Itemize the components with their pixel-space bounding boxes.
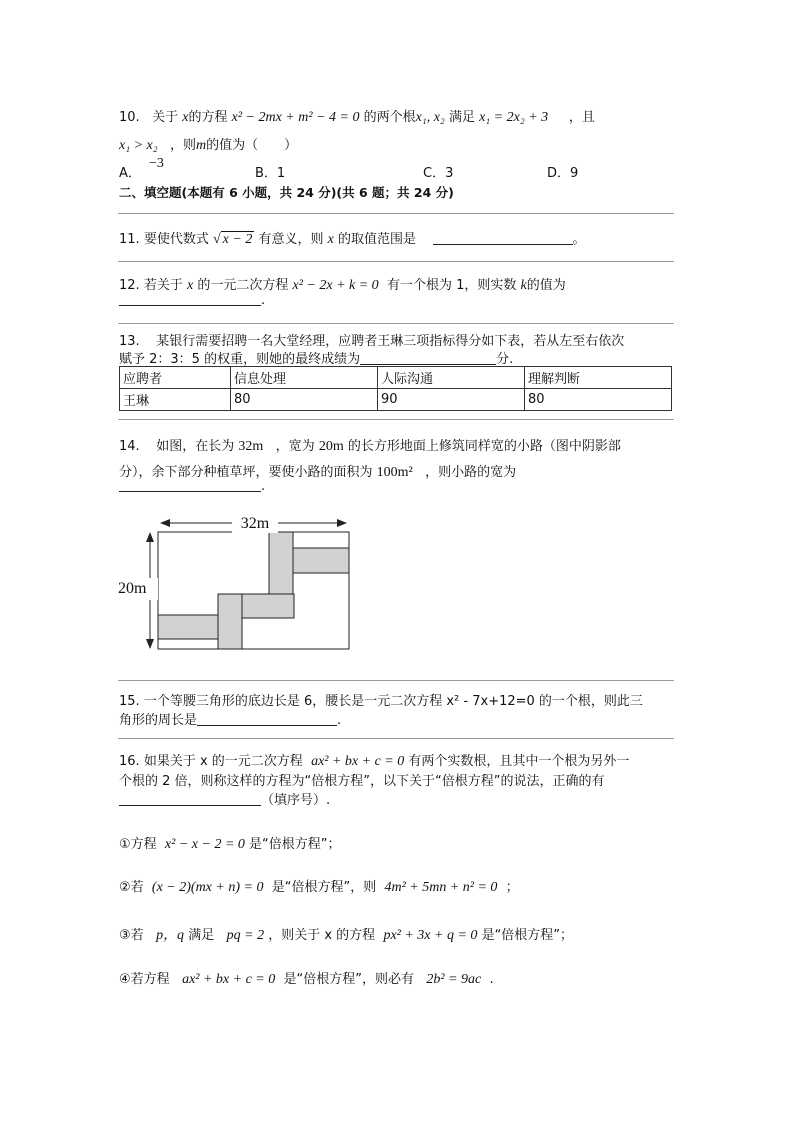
q11-text-c: 的取值范围是 xyxy=(338,232,417,247)
divider-3 xyxy=(118,323,674,324)
q14-area: 100m² xyxy=(376,465,413,480)
table-cell: 80 xyxy=(525,389,672,411)
table-cell: 王琳 xyxy=(120,389,231,411)
table-header-cell: 人际沟通 xyxy=(378,367,525,389)
q13-line2-end: 分. xyxy=(496,352,514,367)
q11-var: x xyxy=(327,232,334,247)
q12-end: . xyxy=(261,293,266,308)
q12-text-b: 的一元二次方程 xyxy=(197,278,289,293)
q10-var-x: x xyxy=(182,110,189,125)
q12-answer-blank[interactable] xyxy=(119,293,261,306)
q16-statement-3 xyxy=(119,924,573,944)
q12-line1 xyxy=(119,274,566,294)
q14-line2 xyxy=(119,461,516,481)
q12-var-k: k xyxy=(520,278,527,293)
table-header-cell: 理解判断 xyxy=(525,367,672,389)
statement-2-middle: 是“倍根方程”，则 xyxy=(271,880,377,895)
q10-text-f: ，则 xyxy=(170,138,197,153)
statement-2-prefix: ②若 xyxy=(119,880,144,895)
q10-options xyxy=(119,156,599,181)
q14-line2b: ，则小路的宽为 xyxy=(425,465,517,480)
road-segment xyxy=(269,532,293,594)
q14-answer-blank[interactable] xyxy=(119,479,261,492)
statement-2-equation: (x − 2)(mx + n) = 0 xyxy=(151,880,264,895)
figure-label-length: 32m xyxy=(240,515,270,532)
arrow-up-icon xyxy=(146,532,154,542)
option-c: C．3 xyxy=(423,166,454,181)
option-d: D．9 xyxy=(547,166,579,181)
q10-equation: x² − 2mx + m² − 4 = 0 xyxy=(231,110,360,125)
divider-2 xyxy=(118,261,674,262)
option-a-value: −3 xyxy=(149,156,164,171)
q10-text-b: 的方程 xyxy=(188,110,228,125)
statement-3-prefix: ③若 xyxy=(119,928,144,943)
q16-statement-1 xyxy=(119,833,341,853)
statement-2-equation-2: 4m² + 5mn + n² = 0 xyxy=(384,880,498,895)
q13-line1 xyxy=(119,330,624,349)
q10-label: 10. xyxy=(119,110,140,125)
option-b: B．1 xyxy=(255,166,286,181)
q15-end: . xyxy=(337,713,342,728)
q15-answer-blank[interactable] xyxy=(197,713,337,726)
q10-text-g: 的值为（ ） xyxy=(206,138,298,153)
road-segment xyxy=(218,594,242,649)
q10-text-e: ，且 xyxy=(568,110,595,125)
table-header-cell: 应聘者 xyxy=(120,367,231,389)
q16-line3 xyxy=(119,789,330,808)
table-row xyxy=(120,389,672,411)
statement-3-middle: ，则关于 x 的方程 xyxy=(268,928,376,943)
q14-line3 xyxy=(119,479,265,494)
q10-condition-2: x₁ > x₂ xyxy=(119,138,158,153)
statement-3-suffix: 是“倍根方程”； xyxy=(481,928,574,943)
q14-text-c: 的长方形地面上修筑同样宽的小路（图中阴影部 xyxy=(347,439,621,454)
statement-4-middle: 是“倍根方程”，则必有 xyxy=(283,972,414,987)
arrow-down-icon xyxy=(146,639,154,649)
q16-label: 16. xyxy=(119,754,140,769)
statement-3-equation: px² + 3x + q = 0 xyxy=(383,928,478,943)
q14-end: . xyxy=(261,479,266,494)
q14-road-figure xyxy=(140,508,360,658)
q15-line2 xyxy=(119,709,341,728)
q11-sqrt-expr: √ x − 2 xyxy=(212,232,253,247)
q15-line1 xyxy=(119,690,643,709)
q11-text-b: 有意义，则 xyxy=(258,232,324,247)
section-2-heading: 二、填空题(本题有 6 小题，共 24 分)(共 6 题；共 24 分) xyxy=(119,185,454,200)
table-cell: 90 xyxy=(378,389,525,411)
table-header-cell: 信息处理 xyxy=(231,367,378,389)
q13-line1-text: 某银行需要招聘一名大堂经理，应聘者王琳三项指标得分如下表，若从左至右依次 xyxy=(156,334,625,349)
q12-var: x xyxy=(186,278,194,293)
q16-line3-text: （填序号）. xyxy=(261,793,331,808)
table-cell: 80 xyxy=(231,389,378,411)
q10-text-c: 的两个根 xyxy=(363,110,416,125)
q14-line1 xyxy=(119,435,621,455)
statement-4-equation: ax² + bx + c = 0 xyxy=(182,972,276,987)
q14-label: 14. xyxy=(119,439,140,454)
q11-label: 11. xyxy=(119,232,140,247)
table-header-row xyxy=(120,367,672,389)
option-a-label: A． xyxy=(119,166,141,181)
divider-4 xyxy=(118,419,674,420)
q10-text-a: 关于 xyxy=(152,110,179,125)
statement-1-prefix: ①方程 xyxy=(119,837,157,852)
q10-text-d: 满足 xyxy=(448,110,475,125)
q11 xyxy=(119,228,586,248)
q16-line2-text: 个根的 2 倍，则称这样的方程为“倍根方程”，以下关于“倍根方程”的说法，正确的有 xyxy=(119,774,605,789)
q10-line2 xyxy=(119,134,297,154)
arrow-left-icon xyxy=(160,519,170,527)
q12-equation: x² − 2x + k = 0 xyxy=(292,278,379,293)
q10-condition: x₁ = 2x₂ + 3 xyxy=(479,110,549,125)
q16-answer-blank[interactable] xyxy=(119,793,261,806)
road-segment xyxy=(158,615,218,639)
divider-1 xyxy=(118,213,674,214)
q13-line2 xyxy=(119,348,513,367)
q12-text-a: 若关于 xyxy=(143,278,183,293)
statement-4-prefix: ④若方程 xyxy=(119,972,170,987)
road-segment xyxy=(293,548,349,573)
q10-roots: x₁, x₂ xyxy=(415,110,445,125)
q14-length: 32m xyxy=(238,439,264,454)
q12-text-d: 的值为 xyxy=(526,278,566,293)
q14-line2a: 分），余下部分种植草坪，要使小路的面积为 xyxy=(119,465,373,480)
q16-line1a: 如果关于 x 的一元二次方程 xyxy=(143,754,303,769)
q16-line1b: 有两个实数根，且其中一个根为另外一 xyxy=(408,754,630,769)
q13-answer-blank[interactable] xyxy=(360,352,496,365)
q15-line2-text: 角形的周长是 xyxy=(119,713,198,728)
q11-end: 。 xyxy=(572,232,586,247)
q11-text-a: 要使代数式 xyxy=(143,232,209,247)
statement-3-condition: pq = 2 xyxy=(226,928,265,943)
q10-var-m: m xyxy=(196,138,207,153)
statement-2-suffix: ； xyxy=(505,880,519,895)
q14-text-a: 如图，在长为 xyxy=(156,439,235,454)
statement-4-equation-2: 2b² = 9ac xyxy=(426,972,482,987)
q16-statement-2 xyxy=(119,876,519,896)
figure-label-width: 20m xyxy=(118,580,147,597)
statement-4-suffix: . xyxy=(489,972,494,987)
q14-text-b: ，宽为 xyxy=(275,439,315,454)
q12-line2 xyxy=(119,293,265,308)
q11-radicand: x − 2 xyxy=(222,232,253,247)
road-segment xyxy=(242,594,294,618)
q10-line1 xyxy=(119,106,595,126)
q12-text-c: 有一个根为 1，则实数 xyxy=(386,278,517,293)
q13-line2-text: 赋予 2：3：5 的权重，则她的最终成绩为 xyxy=(119,352,361,367)
q11-answer-blank[interactable] xyxy=(433,232,573,245)
q15-label: 15. xyxy=(119,694,140,709)
divider-5 xyxy=(118,680,674,681)
arrow-right-icon xyxy=(337,519,347,527)
q13-score-table xyxy=(119,366,672,411)
statement-1-equation: x² − x − 2 = 0 xyxy=(164,837,245,852)
q14-width: 20m xyxy=(318,439,344,454)
q16-equation: ax² + bx + c = 0 xyxy=(311,754,405,769)
statement-3-vars: p，q xyxy=(156,928,185,943)
q16-line2 xyxy=(119,770,604,789)
q13-label: 13. xyxy=(119,334,140,349)
divider-6 xyxy=(118,738,674,739)
statement-1-suffix: 是“倍根方程”； xyxy=(249,837,341,852)
statement-3-satisfy: 满足 xyxy=(188,928,215,943)
q15-line1-text: 一个等腰三角形的底边长是 6，腰长是一元二次方程 x² - 7x+12=0 的一个根，则此三 xyxy=(143,694,643,709)
q12-label: 12. xyxy=(119,278,140,293)
q16-statement-4 xyxy=(119,968,494,988)
q16-line1 xyxy=(119,750,629,770)
